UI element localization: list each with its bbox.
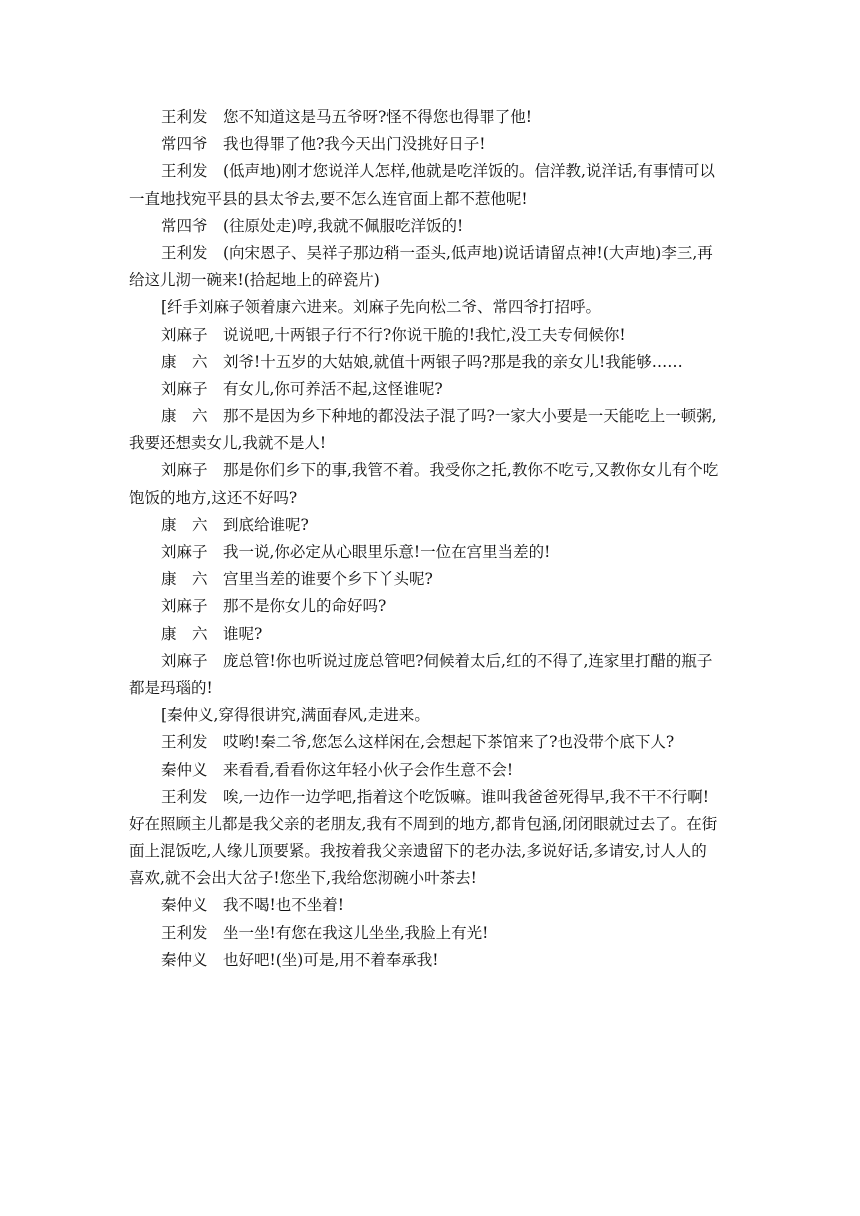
- dialogue-line: [129, 240, 739, 267]
- speaker-name: 刘麻子: [161, 461, 208, 480]
- line-text: 我也得罪了他?我今天出门没挑好日子!: [223, 135, 486, 154]
- dialogue-line: [129, 593, 739, 620]
- continuation-line: [129, 838, 739, 865]
- continuation-line: [129, 186, 739, 213]
- line-text: 那不是你女儿的命好吗?: [223, 597, 387, 616]
- line-text: 谁呢?: [223, 624, 263, 643]
- speaker-name: 康 六: [161, 515, 208, 534]
- dialogue-line: [129, 213, 739, 240]
- line-text: 来看看,看看你这年轻小伙子会作生意不会!: [223, 760, 514, 779]
- continuation-line: [129, 811, 739, 838]
- line-text: 好在照顾主儿都是我父亲的老朋友,我有不周到的地方,都肯包涵,闭闭眼就过去了。在街: [129, 814, 718, 833]
- line-text: 一直地找宛平县的县太爷去,要不怎么连官面上都不惹他呢!: [129, 189, 528, 208]
- speaker-name: 王利发: [161, 787, 208, 806]
- line-text: 我一说,你必定从心眼里乐意!一位在宫里当差的!: [223, 543, 551, 561]
- line-text: [秦仲义,穿得很讲究,满面春风,走进来。: [161, 706, 430, 725]
- dialogue-line: [129, 403, 739, 430]
- line-text: 那是你们乡下的事,我管不着。我受你之托,教你不吃亏,又教你女儿有个吃: [223, 461, 719, 480]
- continuation-line: [129, 430, 739, 457]
- line-text: 唉,一边作一边学吧,指着这个吃饭嘛。谁叫我爸爸死得早,我不干不行啊!: [223, 787, 710, 806]
- continuation-line: [129, 865, 739, 892]
- dialogue-line: [129, 131, 739, 158]
- speaker-name: 康 六: [161, 570, 208, 589]
- dialogue-line: [129, 322, 739, 349]
- speaker-name: 常四爷: [161, 135, 208, 154]
- dialogue-line: [129, 566, 739, 593]
- speaker-name: 王利发: [161, 243, 208, 262]
- line-text: 我要还想卖女儿,我就不是人!: [129, 434, 327, 453]
- speaker-name: 刘麻子: [161, 325, 208, 344]
- line-text: [纤手刘麻子领着康六进来。刘麻子先向松二爷、常四爷打招呼。: [161, 298, 602, 317]
- speaker-name: 康 六: [161, 407, 208, 426]
- stage-direction: [129, 702, 739, 729]
- continuation-line: [129, 485, 739, 512]
- line-text: (向宋恩子、吴祥子那边稍一歪头,低声地)说话请留点神!(大声地)李三,再: [223, 243, 713, 262]
- line-text: 有女儿,你可养活不起,这怪谁呢?: [223, 379, 443, 398]
- line-text: 宫里当差的谁要个乡下丫头呢?: [223, 570, 433, 589]
- dialogue-line: [129, 648, 739, 675]
- speaker-name: 王利发: [161, 923, 208, 942]
- speaker-name: 秦仲义: [161, 950, 208, 969]
- dialogue-line: [129, 784, 739, 811]
- line-text: 我不喝!也不坐着!: [223, 896, 344, 915]
- continuation-line: [129, 675, 739, 702]
- line-text: 那不是因为乡下种地的都没法子混了吗?一家大小要是一天能吃上一顿粥,: [223, 407, 717, 426]
- dialogue-line: [129, 947, 739, 974]
- line-text: 喜欢,就不会出大岔子!您坐下,我给您沏碗小叶茶去!: [129, 869, 477, 888]
- speaker-name: 秦仲义: [161, 760, 208, 779]
- speaker-name: 刘麻子: [161, 379, 208, 398]
- speaker-name: 秦仲义: [161, 896, 208, 915]
- script-body: [129, 104, 739, 974]
- dialogue-line: [129, 158, 739, 185]
- dialogue-line: [129, 104, 739, 131]
- dialogue-line: [129, 512, 739, 539]
- line-text: (低声地)刚才您说洋人怎样,他就是吃洋饭的。信洋教,说洋话,有事情可以: [223, 162, 715, 181]
- line-text: (往原处走)哼,我就不佩服吃洋饭的!: [223, 216, 464, 235]
- line-text: 给这儿沏一碗来!(拾起地上的碎瓷片): [129, 271, 380, 290]
- dialogue-line: [129, 621, 739, 648]
- speaker-name: 刘麻子: [161, 651, 208, 670]
- dialogue-line: [129, 920, 739, 947]
- line-text: 都是玛瑙的!: [129, 678, 213, 697]
- dialogue-line: [129, 349, 739, 376]
- dialogue-line: [129, 457, 739, 484]
- speaker-name: 王利发: [161, 108, 208, 126]
- line-text: 也好吧!(坐)可是,用不着奉承我!: [223, 950, 439, 969]
- dialogue-line: [129, 892, 739, 919]
- continuation-line: [129, 267, 739, 294]
- stage-direction: [129, 294, 739, 321]
- line-text: 您不知道这是马五爷呀?怪不得您也得罪了他!: [223, 108, 533, 126]
- speaker-name: 刘麻子: [161, 597, 208, 616]
- speaker-name: 刘麻子: [161, 543, 208, 561]
- line-text: 到底给谁呢?: [223, 515, 309, 534]
- speaker-name: 王利发: [161, 162, 208, 181]
- line-text: 庞总管!你也听说过庞总管吧?伺候着太后,红的不得了,连家里打醋的瓶子: [223, 651, 713, 670]
- dialogue-line: [129, 729, 739, 756]
- line-text: 说说吧,十两银子行不行?你说干脆的!我忙,没工夫专伺候你!: [223, 325, 626, 344]
- line-text: 坐一坐!有您在我这儿坐坐,我脸上有光!: [223, 923, 489, 942]
- dialogue-line: [129, 539, 739, 566]
- line-text: 饱饭的地方,这还不好吗?: [129, 488, 298, 507]
- dialogue-line: [129, 376, 739, 403]
- speaker-name: 王利发: [161, 733, 208, 752]
- line-text: 面上混饭吃,人缘儿顶要紧。我按着我父亲遗留下的老办法,多说好话,多请安,讨人人的: [129, 842, 707, 861]
- line-text: 刘爷!十五岁的大姑娘,就值十两银子吗?那是我的亲女儿!我能够……: [223, 352, 683, 371]
- speaker-name: 康 六: [161, 352, 208, 371]
- line-text: 哎哟!秦二爷,您怎么这样闲在,会想起下茶馆来了?也没带个底下人?: [223, 733, 675, 752]
- dialogue-line: [129, 757, 739, 784]
- speaker-name: 康 六: [161, 624, 208, 643]
- speaker-name: 常四爷: [161, 216, 208, 235]
